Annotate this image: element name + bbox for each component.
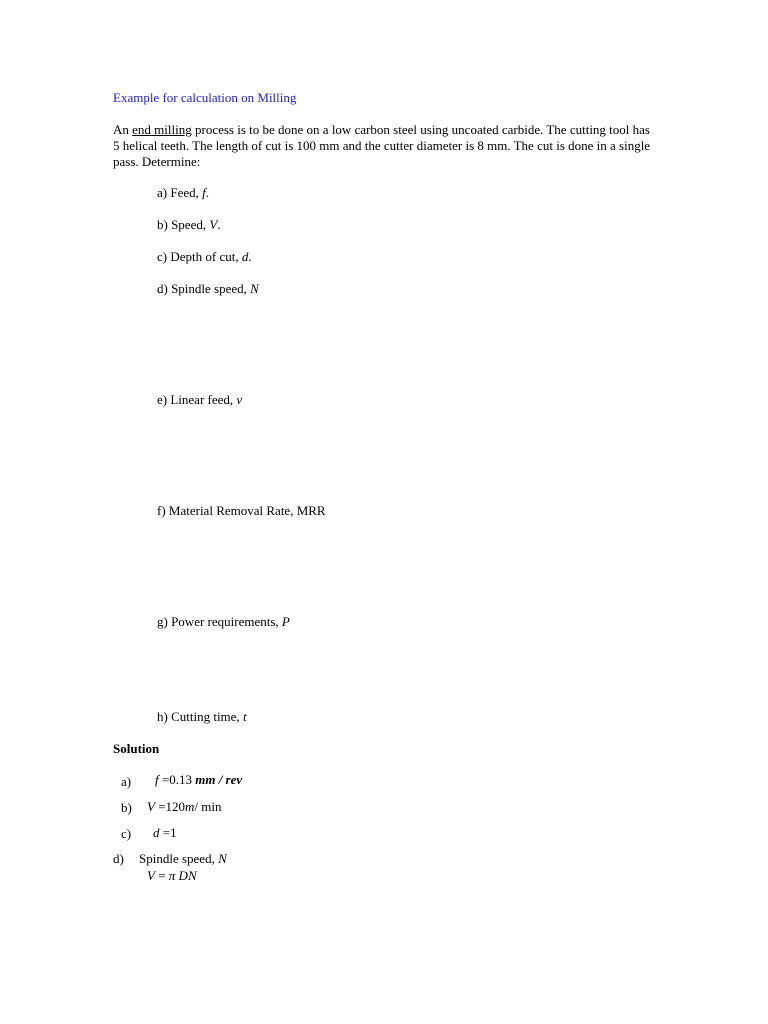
question-h-label: h) Cutting time,	[157, 709, 243, 724]
question-f-label: f) Material Removal Rate, MRR	[157, 503, 326, 518]
solution-a-unit: mm / rev	[195, 772, 243, 787]
solution-a-equation	[155, 772, 242, 788]
solution-c-value: =1	[159, 825, 177, 840]
solution-b-lhs: V	[147, 799, 155, 814]
solution-heading: Solution	[113, 741, 160, 756]
question-b-tail: .	[217, 217, 221, 232]
question-g	[157, 614, 290, 630]
intro-prefix: An	[113, 122, 133, 137]
question-a-label: a) Feed,	[157, 185, 203, 200]
question-c-symbol: d	[241, 249, 249, 264]
question-b-symbol: V	[209, 217, 218, 232]
question-h-symbol: t	[242, 709, 247, 724]
solution-a-lhs: f	[155, 772, 159, 787]
question-d	[157, 281, 259, 297]
question-d-label: d) Spindle speed,	[157, 281, 251, 296]
solution-d-formula	[147, 868, 197, 884]
question-a-symbol: f	[202, 185, 206, 200]
question-e	[157, 392, 242, 408]
question-h	[157, 709, 247, 725]
question-b	[157, 217, 221, 233]
question-d-symbol: N	[250, 281, 259, 296]
question-c-label: c) Depth of cut,	[157, 249, 242, 264]
solution-b-unit-rest: / min	[194, 799, 222, 814]
solution-b-value: =120	[154, 799, 186, 814]
formula-rhs: π DN	[168, 868, 197, 883]
question-g-symbol: P	[281, 614, 290, 629]
question-e-label: e) Linear feed,	[157, 392, 237, 407]
solution-c-lhs: d	[153, 825, 160, 840]
solution-c-label: c)	[121, 826, 132, 841]
solution-b-unit-m: m	[185, 799, 195, 814]
term-end-milling: end milling	[132, 122, 192, 137]
solution-d-text	[139, 851, 227, 867]
formula-lhs: V	[147, 868, 155, 883]
question-c	[157, 249, 252, 265]
question-a-tail: .	[205, 185, 209, 200]
problem-statement	[113, 122, 653, 170]
solution-b-equation	[147, 799, 222, 815]
intro-rest: process is to be done on a low carbon steel using uncoated carbide. The cutting tool has 5 helical teeth. The length of cut is 100 mm and the cutter diameter is 8 mm. The cut is done in a single pass. Determine:	[113, 122, 651, 169]
solution-c-equation	[153, 825, 177, 841]
question-b-label: b) Speed,	[157, 217, 210, 232]
solution-a-label: a)	[121, 774, 132, 789]
formula-equals: =	[154, 868, 169, 883]
solution-d-symbol: N	[218, 851, 227, 866]
question-e-symbol: v	[236, 392, 243, 407]
solution-b-label: b)	[121, 800, 132, 815]
solution-a-value: =0.13	[158, 772, 192, 787]
solution-d-title: Spindle speed,	[139, 851, 219, 866]
page-title: Example for calculation on Milling	[113, 90, 297, 105]
question-c-tail: .	[248, 249, 252, 264]
question-g-label: g) Power requirements,	[157, 614, 282, 629]
solution-d-label: d)	[113, 851, 124, 866]
question-a	[157, 185, 209, 201]
question-f	[157, 503, 326, 519]
